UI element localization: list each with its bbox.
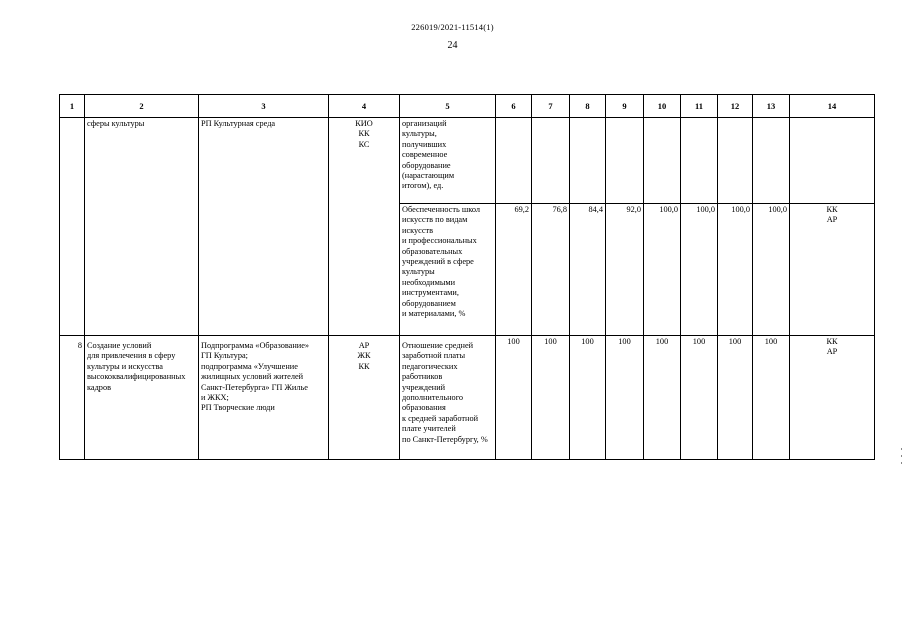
column-header: 8	[570, 95, 606, 118]
column-header: 14	[790, 95, 875, 118]
value-cell	[753, 118, 790, 204]
value-cell: 92,0	[606, 204, 644, 336]
value-cell: 100	[718, 336, 753, 460]
row-number-cell	[60, 118, 85, 336]
column-header: 12	[718, 95, 753, 118]
task-cell: сферы культуры	[85, 118, 199, 336]
indicator-name-cell: Отношение средней заработной платы педагогических работников учреждений дополнительного образования к средней заработной плате учителей по Санкт-Петербургу, %	[400, 336, 496, 460]
executor-cell: АР ЖК КК	[329, 336, 400, 460]
page-number: 24	[447, 40, 458, 51]
value-cell: 76,8	[532, 204, 570, 336]
value-cell	[644, 118, 681, 204]
value-cell: 100,0	[753, 204, 790, 336]
value-cell: 100	[681, 336, 718, 460]
responsible-cell: КК АР	[790, 204, 875, 336]
column-header: 1	[60, 95, 85, 118]
responsible-cell: КК АР	[790, 336, 875, 460]
header-row	[60, 95, 875, 118]
indicator-name-cell: организаций культуры, получивших современное оборудование (нарастающим итогом), ед.	[400, 118, 496, 204]
column-header: 5	[400, 95, 496, 118]
scan-mark	[901, 448, 902, 450]
value-cell: 84,4	[570, 204, 606, 336]
scan-mark	[901, 455, 902, 457]
program-cell: РП Культурная среда	[199, 118, 329, 336]
indicators-table	[59, 94, 875, 460]
value-cell	[718, 118, 753, 204]
column-header: 4	[329, 95, 400, 118]
column-header: 7	[532, 95, 570, 118]
column-header: 10	[644, 95, 681, 118]
value-cell: 100,0	[644, 204, 681, 336]
value-cell: 100	[644, 336, 681, 460]
document-id: 226019/2021-11514(1)	[411, 22, 494, 32]
column-header: 2	[85, 95, 199, 118]
column-header: 11	[681, 95, 718, 118]
column-header: 6	[496, 95, 532, 118]
table-row	[60, 118, 875, 204]
executor-cell: КИО КК КС	[329, 118, 400, 336]
table-row	[60, 336, 875, 460]
value-cell: 100,0	[718, 204, 753, 336]
value-cell: 100,0	[681, 204, 718, 336]
value-cell: 100	[532, 336, 570, 460]
row-number-cell: 8	[60, 336, 85, 460]
column-header: 13	[753, 95, 790, 118]
value-cell	[532, 118, 570, 204]
value-cell: 100	[570, 336, 606, 460]
value-cell: 69,2	[496, 204, 532, 336]
column-header: 9	[606, 95, 644, 118]
value-cell	[496, 118, 532, 204]
scan-mark	[901, 462, 902, 464]
value-cell	[570, 118, 606, 204]
value-cell	[681, 118, 718, 204]
value-cell: 100	[606, 336, 644, 460]
value-cell	[606, 118, 644, 204]
indicator-name-cell: Обеспеченность школ искусств по видам искусств и профессиональных образовательных учреждений в сфере культуры необходимыми инструментами, оборудованием и материалами, %	[400, 204, 496, 336]
column-header: 3	[199, 95, 329, 118]
task-cell: Создание условий для привлечения в сферу культуры и искусства высококвалифицированных кадров	[85, 336, 199, 460]
program-cell: Подпрограмма «Образование» ГП Культура; подпрограмма «Улучшение жилищных условий жителей Санкт-Петербурга» ГП Жилье и ЖКХ; РП Творческие люди	[199, 336, 329, 460]
responsible-cell	[790, 118, 875, 204]
value-cell: 100	[753, 336, 790, 460]
value-cell: 100	[496, 336, 532, 460]
